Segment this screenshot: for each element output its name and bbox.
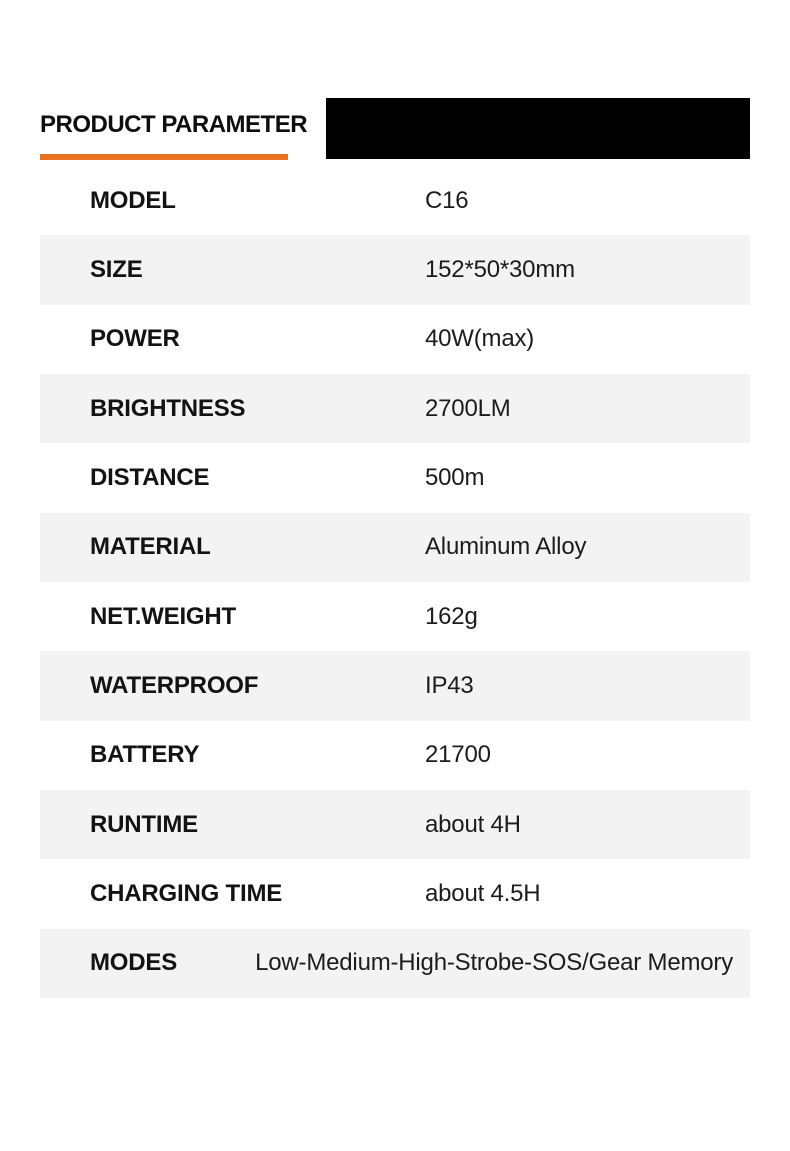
row-value: IP43 [425,671,474,699]
table-row-charging-time [40,859,750,928]
table-row-size [40,235,750,304]
table-row-material [40,513,750,582]
row-value: about 4H [425,810,521,838]
header-black-bar [326,98,750,159]
row-label: BRIGHTNESS [90,394,246,422]
row-value: C16 [425,186,469,214]
row-label: SIZE [90,255,143,283]
row-label: MATERIAL [90,533,211,561]
table-row-net-weight [40,582,750,651]
table-row-modes [40,929,750,998]
product-parameter-table [40,166,750,998]
row-label: BATTERY [90,741,200,769]
title-underline-accent [40,154,288,160]
table-row-brightness [40,374,750,443]
row-label: NET.WEIGHT [90,602,236,630]
page-title: PRODUCT PARAMETER [40,111,308,138]
table-row-waterproof [40,651,750,720]
row-value: 500m [425,463,485,491]
table-row-power [40,305,750,374]
row-label: WATERPROOF [90,671,259,699]
row-value: Low-Medium-High-Strobe-SOS/Gear Memory [255,949,733,977]
row-label: MODES [90,949,178,977]
table-row-battery [40,721,750,790]
table-row-distance [40,443,750,512]
row-label: POWER [90,325,180,353]
row-value: 152*50*30mm [425,255,575,283]
row-label: RUNTIME [90,810,198,838]
row-value: 40W(max) [425,325,535,353]
row-value: 2700LM [425,394,511,422]
row-label: CHARGING TIME [90,879,283,907]
row-value: about 4.5H [425,879,541,907]
row-value: 162g [425,602,478,630]
row-value: 21700 [425,741,491,769]
row-label: MODEL [90,186,176,214]
table-row-runtime [40,790,750,859]
table-row-model [40,166,750,235]
row-label: DISTANCE [90,463,210,491]
header [0,0,790,166]
row-value: Aluminum Alloy [425,533,587,561]
